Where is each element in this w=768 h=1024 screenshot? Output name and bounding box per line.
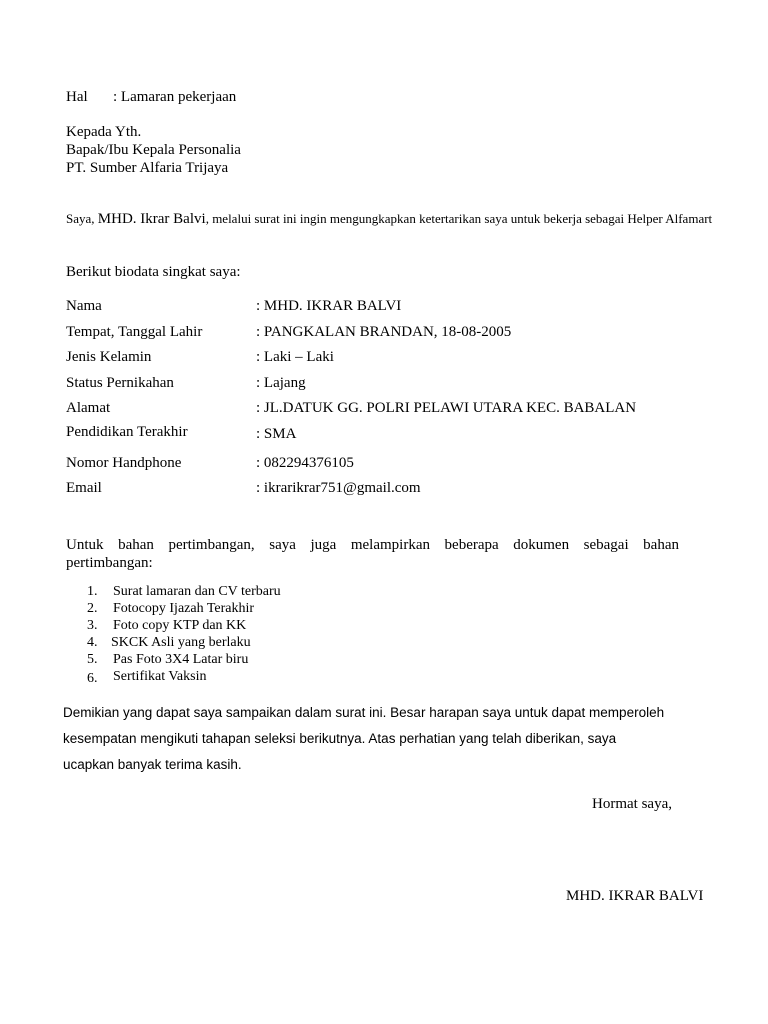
recipient-line-1: Kepada Yth.	[66, 124, 142, 140]
biodata-value: : SMA	[256, 426, 297, 442]
subject-label: Hal	[66, 89, 88, 105]
biodata-label: Nomor Handphone	[66, 455, 182, 471]
list-item-number: 5.	[87, 652, 98, 667]
list-item-number: 3.	[87, 618, 98, 633]
intro-paragraph	[66, 210, 726, 228]
list-item-text: Surat lamaran dan CV terbaru	[113, 584, 281, 599]
recipient-line-2: Bapak/Ibu Kepala Personalia	[66, 142, 241, 158]
consideration-line-1: Untuk bahan pertimbangan, saya juga melampirkan beberapa dokumen sebagai bahan	[66, 537, 679, 553]
recipient-line-3: PT. Sumber Alfaria Trijaya	[66, 160, 229, 176]
closing-line-1: Demikian yang dapat saya sampaikan dalam surat ini. Besar harapan saya untuk dapat memperoleh	[63, 705, 665, 720]
biodata-label: Email	[66, 480, 102, 496]
biodata-value: : Lajang	[256, 375, 306, 391]
list-item-number: 4.	[87, 635, 98, 650]
biodata-value: : MHD. IKRAR BALVI	[256, 298, 402, 314]
consideration-paragraph	[66, 536, 679, 572]
intro-name: MHD. Ikrar Balvi	[97, 211, 206, 227]
list-item-text: SKCK Asli yang berlaku	[111, 635, 251, 650]
signer-name: MHD. IKRAR BALVI	[566, 888, 704, 904]
biodata-label: Jenis Kelamin	[66, 349, 152, 365]
list-item-text: Pas Foto 3X4 Latar biru	[113, 652, 249, 667]
biodata-value: : ikrarikrar751@gmail.com	[256, 480, 421, 496]
list-item-text: Sertifikat Vaksin	[113, 669, 207, 684]
list-item-number: 1.	[87, 584, 98, 599]
subject-value: : Lamaran pekerjaan	[113, 89, 237, 105]
biodata-value: : 082294376105	[256, 455, 354, 471]
intro-prefix: Saya,	[66, 211, 98, 226]
list-item-number: 2.	[87, 601, 98, 616]
consideration-line-2: pertimbangan:	[66, 555, 153, 571]
biodata-label: Tempat, Tanggal Lahir	[66, 324, 203, 340]
closing-line-3: ucapkan banyak terima kasih.	[63, 757, 242, 772]
list-item-number: 6.	[87, 671, 98, 686]
closing-paragraph	[63, 700, 703, 778]
recipient-block	[66, 123, 241, 177]
biodata-value: : Laki – Laki	[256, 349, 334, 365]
regards-text: Hormat saya,	[592, 796, 672, 812]
biodata-label: Alamat	[66, 400, 111, 416]
intro-suffix: , melalui surat ini ingin mengungkapkan ketertarikan saya untuk bekerja sebagai Helper Alfamart	[205, 211, 713, 226]
biodata-label: Status Pernikahan	[66, 375, 174, 391]
biodata-label: Pendidikan Terakhir	[66, 424, 188, 440]
biodata-value: : JL.DATUK GG. POLRI PELAWI UTARA KEC. BABALAN	[256, 400, 637, 416]
list-item-text: Foto copy KTP dan KK	[113, 618, 247, 633]
biodata-value: : PANGKALAN BRANDAN, 18-08-2005	[256, 324, 512, 340]
closing-line-2: kesempatan mengikuti tahapan seleksi berikutnya. Atas perhatian yang telah diberikan, saya	[63, 731, 617, 746]
list-item-text: Fotocopy Ijazah Terakhir	[113, 601, 255, 616]
biodata-heading: Berikut biodata singkat saya:	[66, 264, 241, 280]
biodata-label: Nama	[66, 298, 102, 314]
